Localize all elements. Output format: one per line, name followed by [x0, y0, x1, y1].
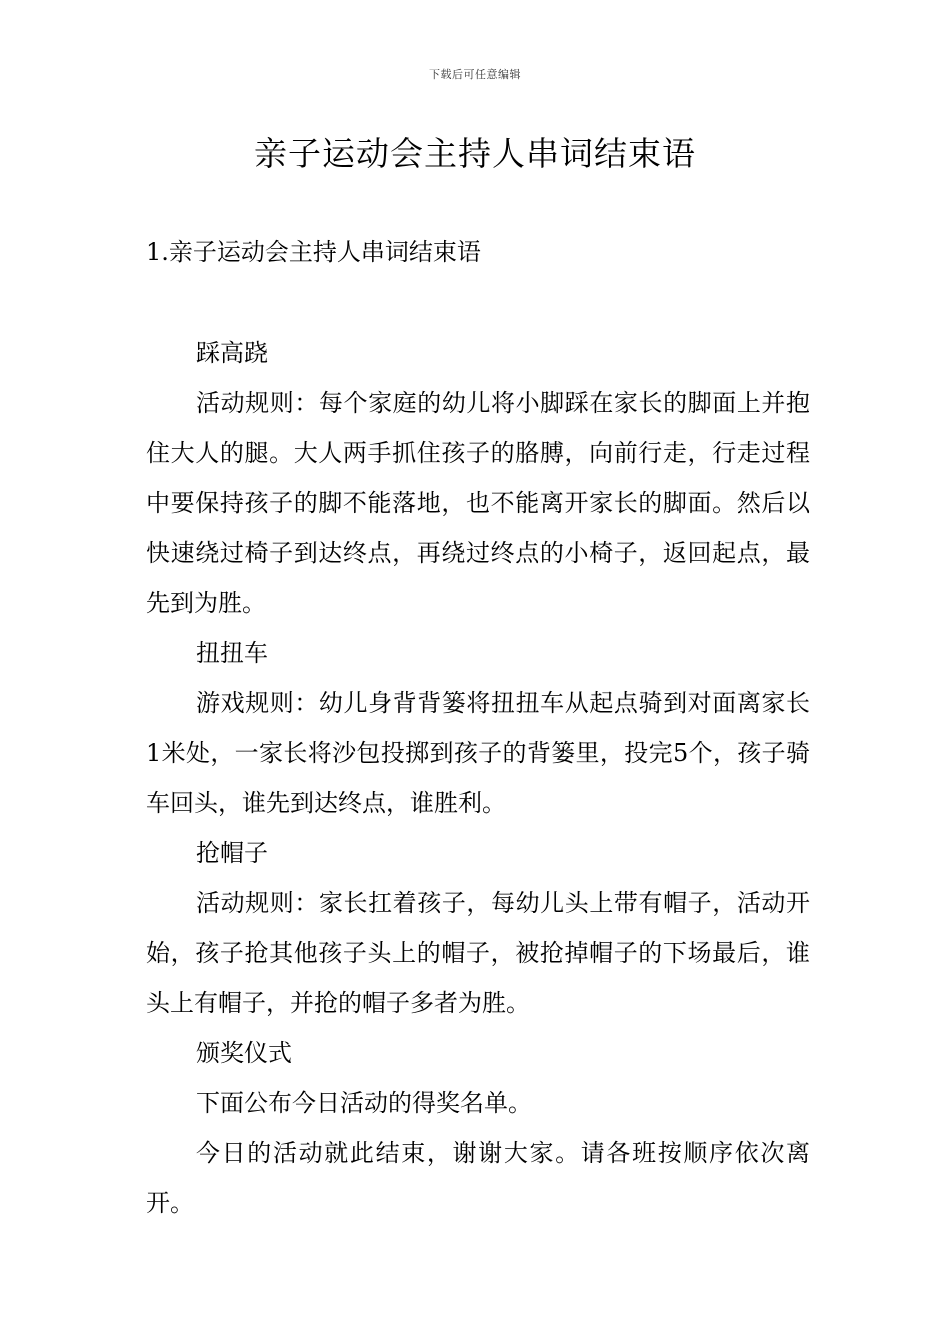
paragraph-grab-hats-rules: 活动规则：家长扛着孩子，每幼儿头上带有帽子，活动开始，孩子抢其他孩子头上的帽子，被抢掉帽子的下场最后，谁头上有帽子，并抢的帽子多者为胜。 [146, 889, 810, 1017]
paragraph-award-list: 下面公布今日活动的得奖名单。 [196, 1089, 532, 1117]
header-note: 下载后可任意编辑 [429, 68, 521, 81]
subheading-twist-car: 扭扭车 [196, 639, 268, 667]
subheading-grab-hats: 抢帽子 [196, 839, 268, 867]
paragraph-closing: 今日的活动就此结束，谢谢大家。请各班按顺序依次离开。 [146, 1139, 810, 1217]
subheading-stilts: 踩高跷 [196, 339, 268, 367]
section-heading: 1.亲子运动会主持人串词结束语 [146, 238, 481, 266]
subheading-award-ceremony: 颁奖仪式 [196, 1039, 292, 1067]
document-title: 亲子运动会主持人串词结束语 [254, 134, 696, 173]
paragraph-stilts-rules: 活动规则：每个家庭的幼儿将小脚踩在家长的脚面上并抱住大人的腿。大人两手抓住孩子的胳膊，向前行走，行走过程中要保持孩子的脚不能落地，也不能离开家长的脚面。然后以快速绕过椅子到达终点，再绕过终点的小椅子，返回起点，最先到为胜。 [146, 389, 810, 617]
document-body [146, 328, 810, 1228]
paragraph-twist-car-rules: 游戏规则：幼儿身背背篓将扭扭车从起点骑到对面离家长1米处，一家长将沙包投掷到孩子的背篓里，投完5个，孩子骑车回头，谁先到达终点，谁胜利。 [146, 689, 810, 817]
